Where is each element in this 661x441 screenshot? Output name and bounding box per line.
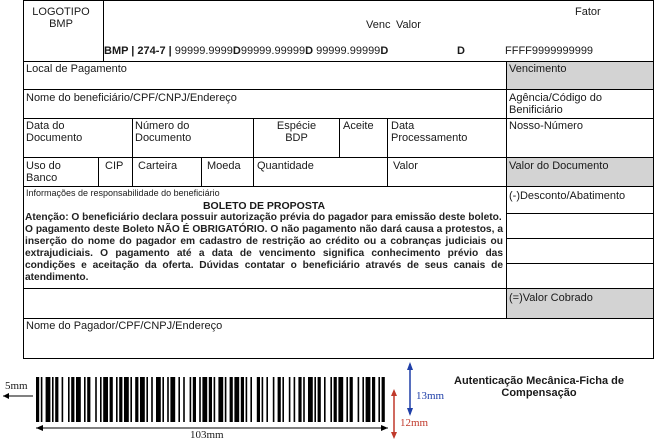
barcode-bar (246, 377, 248, 422)
especie-label: Espécie BDP (276, 120, 317, 144)
barcode-bar (314, 377, 316, 422)
barcode-bar (162, 377, 164, 422)
barcode-bar (358, 377, 360, 422)
barcode-bar (124, 377, 129, 422)
notice-paragraph-2: O pagamento deste Boleto NÃO É OBRIGATÓRIO. O não pagamento não dará causa a protestos, a inserção do nome do pagador em cadastro de restrição ao crédito ou a cobranças judiciais ou extrajudiciais. O pagamento até a data de vencimento significa conhecimento prévio das condições e aceitação da oferta. Dúvidas contatar o beneficiário através de seus canais de atendimento. (25, 224, 503, 283)
barcode-bar (178, 377, 180, 422)
barcode-bar (294, 377, 296, 422)
barcode-bar (324, 377, 326, 422)
barcode-bar (103, 377, 108, 422)
barcode-bar (250, 377, 252, 422)
barcode-bar (362, 377, 364, 422)
barcode-bar (289, 377, 291, 422)
barcode-bar (199, 377, 201, 422)
barcode-bar (167, 377, 169, 422)
aceite-label: Aceite (343, 120, 374, 132)
barcode-bar (140, 377, 145, 422)
ffff-code: FFFF9999999999 (505, 45, 594, 57)
barcode-bar (382, 377, 385, 422)
barcode-bar (262, 377, 264, 422)
autenticacao-label: Autenticação Mecânica-Ficha de Compensação (454, 375, 624, 399)
left-margin-arrowhead (3, 393, 9, 399)
barcode-bar (87, 377, 90, 422)
valor-cobrado-label: (=)Valor Cobrado (509, 292, 593, 304)
barcode-bar (350, 377, 353, 422)
barcode-bar (46, 377, 51, 422)
desconto-label: (-)Desconto/Abatimento (509, 190, 626, 202)
barcode-bar (298, 377, 301, 422)
barcode-bar (190, 377, 192, 422)
barcode-bar (62, 377, 64, 422)
barcode-bar (214, 377, 216, 422)
agencia-label: Agência/Código do Benificiário (509, 92, 602, 116)
valor-label-row: Valor (393, 160, 418, 172)
quantidade-label: Quantidade (257, 160, 314, 172)
fator-label: Fator (575, 6, 601, 18)
data-documento-label: Data do Documento (26, 120, 83, 144)
barcode-bar (278, 377, 281, 422)
barcode-bar (257, 377, 260, 422)
nosso-numero-label: Nosso-Número (509, 120, 583, 132)
barcode-bar (116, 377, 118, 422)
width-arrowhead-right (381, 425, 388, 431)
barcode-bar (346, 377, 348, 422)
barcode-bar (52, 377, 54, 422)
height-arrowhead-bottom (407, 408, 413, 416)
barcode-bar (234, 377, 239, 422)
barcode-bar (156, 377, 161, 422)
valor-documento-label: Valor do Documento (509, 160, 609, 172)
barcode-bar (183, 377, 185, 422)
dim-height-label: 13mm (416, 390, 445, 402)
barcode-bar (218, 377, 223, 422)
barcode-bar (41, 377, 43, 422)
vencimento-label: Vencimento (509, 63, 567, 75)
barcode-bar (330, 377, 332, 422)
barcode-bar (338, 377, 343, 422)
notice-title: BOLETO DE PROPOSTA (202, 200, 326, 212)
barcode-bar (55, 377, 58, 422)
check-d1: D (232, 45, 241, 57)
barcode-bar (209, 377, 212, 422)
barcode-bar (170, 377, 175, 422)
barcode-bar (76, 377, 81, 422)
pagador-label: Nome do Pagador/CPF/CNPJ/Endereço (26, 320, 223, 332)
barcode-bar (110, 377, 113, 422)
barcode-bar (100, 377, 102, 422)
barcode-bar (202, 377, 207, 422)
barcode-bar (225, 377, 227, 422)
uso-banco-label: Uso do Banco (26, 160, 61, 184)
barcode-bar (318, 377, 321, 422)
barcode-bar (273, 377, 275, 422)
barcode-bar (119, 377, 122, 422)
width-arrowhead-left (36, 425, 43, 431)
barcode-bar (230, 377, 233, 422)
numero-documento-label: Número do Documento (135, 120, 192, 144)
check-d3: D (380, 45, 389, 57)
bottom-margin-arrowhead-bottom (391, 432, 397, 439)
digits-b: 99999.99999 (240, 45, 306, 57)
barcode-bar (151, 377, 153, 422)
barcode-bar (146, 377, 148, 422)
barcode-bar (308, 377, 313, 422)
barcode-bar (71, 377, 74, 422)
notice-paragraph-1: Atenção: O beneficiário declara possuir autorização prévia do pagador para emissão deste boleto. (25, 212, 502, 223)
barcode-bar (372, 377, 375, 422)
data-processamento-label: Data Processamento (391, 120, 468, 144)
local-pagamento-label: Local de Pagamento (26, 63, 127, 75)
dim-width-label: 103mm (190, 429, 224, 441)
barcode-bar (241, 377, 244, 422)
barcode (36, 377, 385, 422)
valor-label: Valor (396, 19, 421, 31)
check-d2: D (305, 45, 314, 57)
barcode-bar (334, 377, 337, 422)
barcode-bar (36, 377, 39, 422)
logo-line-1: LOGOTIPO (32, 6, 90, 18)
barcode-bar (84, 377, 86, 422)
check-d4: D (457, 45, 465, 57)
cip-label: CIP (105, 160, 124, 172)
barcode-bar (193, 377, 196, 422)
barcode-bar (378, 377, 380, 422)
barcode-bar (266, 377, 268, 422)
barcode-bar (282, 377, 284, 422)
moeda-label: Moeda (207, 160, 241, 172)
digits-a: 99999.9999 (171, 45, 233, 57)
bottom-margin-arrowhead-top (391, 389, 397, 396)
bank-code: BMP | 274-7 | (104, 45, 172, 57)
height-arrowhead-top (407, 362, 413, 370)
venc-label: Venc (366, 19, 391, 31)
carteira-label: Carteira (138, 160, 178, 172)
barcode-bar (130, 377, 132, 422)
digits-c: 99999.99999 (313, 45, 381, 57)
barcode-bar (303, 377, 305, 422)
informacoes-label: Informações de responsabilidade do beneficiário (26, 188, 220, 198)
barcode-bar (95, 377, 97, 422)
barcode-bar (68, 377, 70, 422)
dim-left-label: 5mm (5, 380, 28, 392)
dim-bottom-label: 12mm (400, 417, 429, 429)
barcode-bar (366, 377, 371, 422)
barcode-bar (135, 377, 138, 422)
beneficiario-label: Nome do beneficiário/CPF/CNPJ/Endereço (26, 92, 237, 104)
logo-line-2: BMP (49, 18, 73, 30)
